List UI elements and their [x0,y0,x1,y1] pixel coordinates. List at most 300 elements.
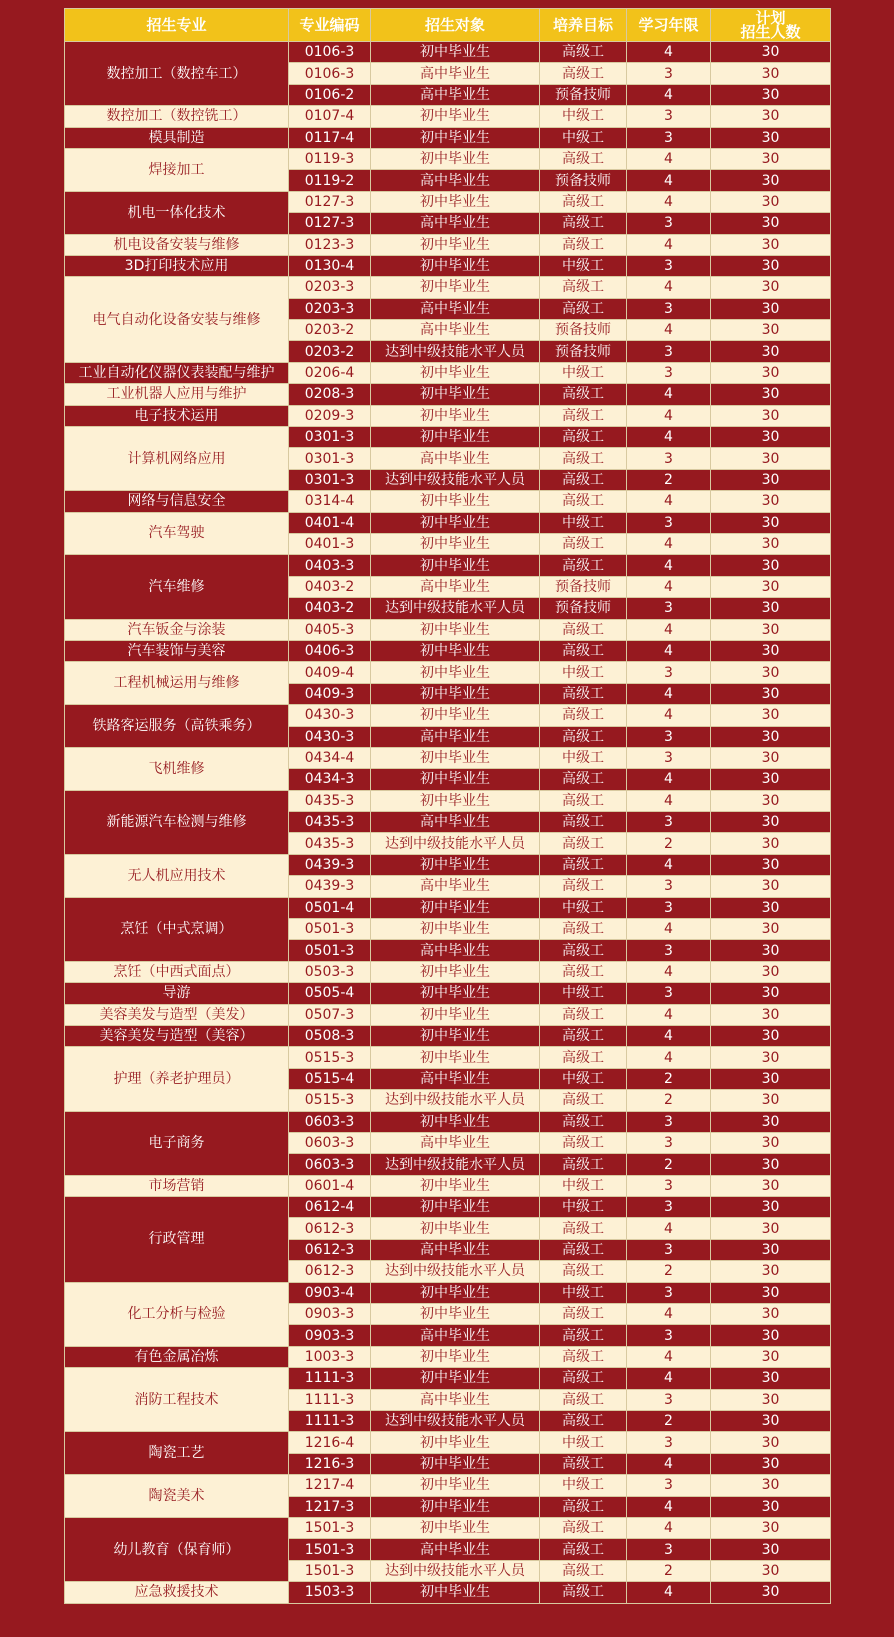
target-cell: 高中毕业生 [371,576,540,597]
code-cell: 0406-3 [289,640,371,661]
code-cell: 0903-3 [289,1325,371,1346]
table-row [65,1047,831,1068]
years-cell: 4 [627,1218,711,1239]
code-cell: 0403-2 [289,598,371,619]
target-cell: 高中毕业生 [371,1239,540,1260]
quota-cell: 30 [711,640,831,661]
goal-cell: 高级工 [540,42,627,63]
code-cell: 1111-3 [289,1389,371,1410]
target-cell: 初中毕业生 [371,1582,540,1603]
goal-cell: 高级工 [540,1218,627,1239]
quota-cell: 30 [711,148,831,169]
quota-cell: 30 [711,127,831,148]
code-cell: 0508-3 [289,1025,371,1046]
goal-cell: 高级工 [540,640,627,661]
code-cell: 0301-3 [289,448,371,469]
major-cell: 烹饪（中西式面点） [65,961,289,982]
target-cell: 初中毕业生 [371,1496,540,1517]
target-cell: 初中毕业生 [371,277,540,298]
code-cell: 0430-3 [289,705,371,726]
major-cell: 铁路客运服务（高铁乘务） [65,705,289,748]
quota-cell: 30 [711,1197,831,1218]
goal-cell: 中级工 [540,662,627,683]
header-quota: 计划 招生人数 [711,9,831,42]
goal-cell: 高级工 [540,940,627,961]
table-row [65,1111,831,1132]
quota-cell: 30 [711,1025,831,1046]
code-cell: 0601-4 [289,1175,371,1196]
goal-cell: 高级工 [540,769,627,790]
target-cell: 初中毕业生 [371,1517,540,1538]
code-cell: 0501-4 [289,897,371,918]
goal-cell: 高级工 [540,854,627,875]
target-cell: 初中毕业生 [371,1475,540,1496]
code-cell: 1111-3 [289,1368,371,1389]
code-cell: 0507-3 [289,1004,371,1025]
goal-cell: 高级工 [540,961,627,982]
target-cell: 初中毕业生 [371,234,540,255]
quota-cell: 30 [711,512,831,533]
target-cell: 初中毕业生 [371,106,540,127]
target-cell: 高中毕业生 [371,876,540,897]
goal-cell: 中级工 [540,362,627,383]
quota-cell: 30 [711,384,831,405]
years-cell: 4 [627,1517,711,1538]
table-row [65,747,831,768]
enrollment-table [64,8,831,1604]
years-cell: 4 [627,961,711,982]
major-cell: 电子商务 [65,1111,289,1175]
code-cell: 0903-4 [289,1282,371,1303]
target-cell: 初中毕业生 [371,747,540,768]
quota-cell: 30 [711,555,831,576]
quota-cell: 30 [711,1068,831,1089]
table-row [65,491,831,512]
quota-cell: 30 [711,42,831,63]
code-cell: 1217-3 [289,1496,371,1517]
code-cell: 0203-3 [289,277,371,298]
years-cell: 3 [627,598,711,619]
quota-cell: 30 [711,876,831,897]
goal-cell: 中级工 [540,127,627,148]
goal-cell: 高级工 [540,448,627,469]
target-cell: 达到中级技能水平人员 [371,1411,540,1432]
code-cell: 0435-3 [289,833,371,854]
quota-cell: 30 [711,940,831,961]
code-cell: 0434-4 [289,747,371,768]
target-cell: 达到中级技能水平人员 [371,341,540,362]
code-cell: 0127-3 [289,191,371,212]
years-cell: 3 [627,812,711,833]
table-row [65,854,831,875]
code-cell: 0106-2 [289,84,371,105]
code-cell: 1003-3 [289,1346,371,1367]
quota-cell: 30 [711,362,831,383]
years-cell: 3 [627,1175,711,1196]
years-cell: 4 [627,1582,711,1603]
years-cell: 4 [627,427,711,448]
code-cell: 0209-3 [289,405,371,426]
code-cell: 0434-3 [289,769,371,790]
table-row [65,42,831,63]
major-cell: 消防工程技术 [65,1368,289,1432]
goal-cell: 高级工 [540,812,627,833]
table-row [65,619,831,640]
goal-cell: 高级工 [540,1517,627,1538]
major-cell: 汽车驾驶 [65,512,289,555]
goal-cell: 高级工 [540,1261,627,1282]
quota-cell: 30 [711,63,831,84]
target-cell: 达到中级技能水平人员 [371,1261,540,1282]
code-cell: 0501-3 [289,940,371,961]
years-cell: 4 [627,555,711,576]
header-years: 学习年限 [627,9,711,42]
years-cell: 3 [627,255,711,276]
quota-cell: 30 [711,1432,831,1453]
years-cell: 3 [627,1539,711,1560]
code-cell: 1501-3 [289,1560,371,1581]
table-row [65,191,831,212]
goal-cell: 高级工 [540,405,627,426]
target-cell: 高中毕业生 [371,1068,540,1089]
code-cell: 0515-3 [289,1090,371,1111]
years-cell: 3 [627,1197,711,1218]
goal-cell: 高级工 [540,1496,627,1517]
target-cell: 初中毕业生 [371,384,540,405]
major-cell: 幼儿教育（保育师） [65,1517,289,1581]
target-cell: 达到中级技能水平人员 [371,469,540,490]
code-cell: 0130-4 [289,255,371,276]
goal-cell: 高级工 [540,1132,627,1153]
table-row [65,1517,831,1538]
goal-cell: 高级工 [540,619,627,640]
target-cell: 初中毕业生 [371,491,540,512]
goal-cell: 高级工 [540,427,627,448]
years-cell: 3 [627,1132,711,1153]
code-cell: 0127-3 [289,213,371,234]
target-cell: 初中毕业生 [371,983,540,1004]
quota-cell: 30 [711,1368,831,1389]
code-cell: 0515-4 [289,1068,371,1089]
table-row [65,1175,831,1196]
target-cell: 初中毕业生 [371,1025,540,1046]
years-cell: 4 [627,640,711,661]
quota-cell: 30 [711,405,831,426]
table-row [65,127,831,148]
goal-cell: 高级工 [540,790,627,811]
code-cell: 0301-3 [289,469,371,490]
code-cell: 0612-3 [289,1218,371,1239]
goal-cell: 中级工 [540,1432,627,1453]
code-cell: 0435-3 [289,812,371,833]
code-cell: 1501-3 [289,1539,371,1560]
code-cell: 1111-3 [289,1411,371,1432]
goal-cell: 高级工 [540,1004,627,1025]
years-cell: 4 [627,384,711,405]
quota-cell: 30 [711,277,831,298]
quota-cell: 30 [711,1475,831,1496]
quota-cell: 30 [711,747,831,768]
target-cell: 初中毕业生 [371,683,540,704]
quota-cell: 30 [711,1154,831,1175]
target-cell: 初中毕业生 [371,897,540,918]
target-cell: 初中毕业生 [371,405,540,426]
goal-cell: 中级工 [540,897,627,918]
quota-cell: 30 [711,854,831,875]
major-cell: 应急救援技术 [65,1582,289,1603]
years-cell: 4 [627,1368,711,1389]
table-row [65,1197,831,1218]
major-cell: 焊接加工 [65,148,289,191]
years-cell: 2 [627,1560,711,1581]
target-cell: 初中毕业生 [371,255,540,276]
goal-cell: 高级工 [540,555,627,576]
target-cell: 初中毕业生 [371,705,540,726]
major-cell: 烹饪（中式烹调） [65,897,289,961]
quota-cell: 30 [711,170,831,191]
major-cell: 飞机维修 [65,747,289,790]
code-cell: 0409-4 [289,662,371,683]
major-cell: 机电一体化技术 [65,191,289,234]
years-cell: 3 [627,1432,711,1453]
code-cell: 0401-4 [289,512,371,533]
quota-cell: 30 [711,1047,831,1068]
years-cell: 2 [627,1068,711,1089]
goal-cell: 高级工 [540,1154,627,1175]
target-cell: 高中毕业生 [371,84,540,105]
years-cell: 3 [627,448,711,469]
quota-cell: 30 [711,790,831,811]
target-cell: 初中毕业生 [371,662,540,683]
quota-cell: 30 [711,705,831,726]
target-cell: 高中毕业生 [371,448,540,469]
quota-cell: 30 [711,662,831,683]
years-cell: 3 [627,512,711,533]
years-cell: 4 [627,1346,711,1367]
years-cell: 4 [627,769,711,790]
years-cell: 3 [627,341,711,362]
enrollment-table-container [64,8,830,1604]
quota-cell: 30 [711,234,831,255]
years-cell: 4 [627,1453,711,1474]
years-cell: 4 [627,1304,711,1325]
years-cell: 3 [627,106,711,127]
target-cell: 达到中级技能水平人员 [371,598,540,619]
quota-cell: 30 [711,1175,831,1196]
code-cell: 0505-4 [289,983,371,1004]
quota-cell: 30 [711,84,831,105]
major-cell: 新能源汽车检测与维修 [65,790,289,854]
target-cell: 初中毕业生 [371,854,540,875]
goal-cell: 高级工 [540,277,627,298]
code-cell: 0119-3 [289,148,371,169]
quota-cell: 30 [711,897,831,918]
target-cell: 高中毕业生 [371,940,540,961]
quota-cell: 30 [711,427,831,448]
table-row [65,983,831,1004]
code-cell: 0501-3 [289,919,371,940]
years-cell: 3 [627,1389,711,1410]
quota-cell: 30 [711,1496,831,1517]
goal-cell: 预备技师 [540,576,627,597]
code-cell: 0106-3 [289,42,371,63]
major-cell: 机电设备安装与维修 [65,234,289,255]
years-cell: 4 [627,1025,711,1046]
years-cell: 3 [627,1282,711,1303]
years-cell: 2 [627,1411,711,1432]
goal-cell: 高级工 [540,469,627,490]
years-cell: 3 [627,1111,711,1132]
goal-cell: 中级工 [540,983,627,1004]
code-cell: 0106-3 [289,63,371,84]
years-cell: 4 [627,854,711,875]
target-cell: 初中毕业生 [371,1368,540,1389]
goal-cell: 高级工 [540,1346,627,1367]
major-cell: 模具制造 [65,127,289,148]
years-cell: 4 [627,619,711,640]
quota-cell: 30 [711,726,831,747]
goal-cell: 中级工 [540,1197,627,1218]
goal-cell: 高级工 [540,876,627,897]
table-row [65,640,831,661]
table-row [65,790,831,811]
target-cell: 高中毕业生 [371,63,540,84]
target-cell: 初中毕业生 [371,427,540,448]
years-cell: 3 [627,213,711,234]
years-cell: 4 [627,790,711,811]
code-cell: 0403-2 [289,576,371,597]
quota-cell: 30 [711,833,831,854]
code-cell: 0314-4 [289,491,371,512]
years-cell: 3 [627,747,711,768]
code-cell: 0203-2 [289,341,371,362]
goal-cell: 高级工 [540,191,627,212]
major-cell: 有色金属冶炼 [65,1346,289,1367]
goal-cell: 高级工 [540,1389,627,1410]
target-cell: 初中毕业生 [371,1047,540,1068]
goal-cell: 高级工 [540,1539,627,1560]
target-cell: 初中毕业生 [371,42,540,63]
code-cell: 0123-3 [289,234,371,255]
quota-cell: 30 [711,1325,831,1346]
table-row [65,277,831,298]
quota-cell: 30 [711,769,831,790]
goal-cell: 预备技师 [540,341,627,362]
target-cell: 初中毕业生 [371,1197,540,1218]
major-cell: 无人机应用技术 [65,854,289,897]
target-cell: 高中毕业生 [371,726,540,747]
target-cell: 高中毕业生 [371,1325,540,1346]
target-cell: 初中毕业生 [371,533,540,554]
quota-cell: 30 [711,320,831,341]
target-cell: 初中毕业生 [371,191,540,212]
years-cell: 4 [627,170,711,191]
quota-cell: 30 [711,533,831,554]
code-cell: 1503-3 [289,1582,371,1603]
code-cell: 0439-3 [289,854,371,875]
table-row [65,1582,831,1603]
goal-cell: 预备技师 [540,84,627,105]
major-cell: 美容美发与造型（美发） [65,1004,289,1025]
target-cell: 初中毕业生 [371,1453,540,1474]
major-cell: 电子技术运用 [65,405,289,426]
code-cell: 0401-3 [289,533,371,554]
years-cell: 3 [627,298,711,319]
years-cell: 4 [627,576,711,597]
quota-cell: 30 [711,983,831,1004]
target-cell: 初中毕业生 [371,512,540,533]
years-cell: 3 [627,726,711,747]
target-cell: 初中毕业生 [371,790,540,811]
code-cell: 0117-4 [289,127,371,148]
years-cell: 4 [627,1496,711,1517]
quota-cell: 30 [711,1004,831,1025]
years-cell: 3 [627,1475,711,1496]
quota-cell: 30 [711,1582,831,1603]
quota-cell: 30 [711,1539,831,1560]
major-cell: 陶瓷工艺 [65,1432,289,1475]
goal-cell: 高级工 [540,63,627,84]
major-cell: 工程机械运用与维修 [65,662,289,705]
major-cell: 工业机器人应用与维护 [65,384,289,405]
goal-cell: 中级工 [540,747,627,768]
years-cell: 4 [627,148,711,169]
goal-cell: 高级工 [540,1090,627,1111]
code-cell: 0203-2 [289,320,371,341]
quota-cell: 30 [711,1132,831,1153]
quota-cell: 30 [711,1304,831,1325]
quota-cell: 30 [711,213,831,234]
table-row [65,427,831,448]
code-cell: 0603-3 [289,1132,371,1153]
table-row [65,1282,831,1303]
quota-cell: 30 [711,1111,831,1132]
code-cell: 0403-3 [289,555,371,576]
major-cell: 数控加工（数控车工） [65,42,289,106]
header-code: 专业编码 [289,9,371,42]
target-cell: 高中毕业生 [371,1389,540,1410]
table-row [65,1025,831,1046]
years-cell: 3 [627,983,711,1004]
quota-cell: 30 [711,491,831,512]
major-cell: 护理（养老护理员） [65,1047,289,1111]
years-cell: 4 [627,191,711,212]
goal-cell: 高级工 [540,1453,627,1474]
target-cell: 达到中级技能水平人员 [371,1090,540,1111]
code-cell: 0603-3 [289,1111,371,1132]
target-cell: 初中毕业生 [371,619,540,640]
quota-cell: 30 [711,1560,831,1581]
target-cell: 初中毕业生 [371,769,540,790]
table-row [65,362,831,383]
code-cell: 0208-3 [289,384,371,405]
quota-cell: 30 [711,1261,831,1282]
years-cell: 4 [627,491,711,512]
target-cell: 初中毕业生 [371,1004,540,1025]
code-cell: 0612-3 [289,1261,371,1282]
years-cell: 4 [627,277,711,298]
goal-cell: 高级工 [540,1582,627,1603]
target-cell: 初中毕业生 [371,1175,540,1196]
years-cell: 4 [627,405,711,426]
target-cell: 初中毕业生 [371,1432,540,1453]
target-cell: 初中毕业生 [371,555,540,576]
years-cell: 3 [627,1239,711,1260]
years-cell: 4 [627,42,711,63]
major-cell: 汽车钣金与涂装 [65,619,289,640]
years-cell: 2 [627,833,711,854]
table-row [65,897,831,918]
